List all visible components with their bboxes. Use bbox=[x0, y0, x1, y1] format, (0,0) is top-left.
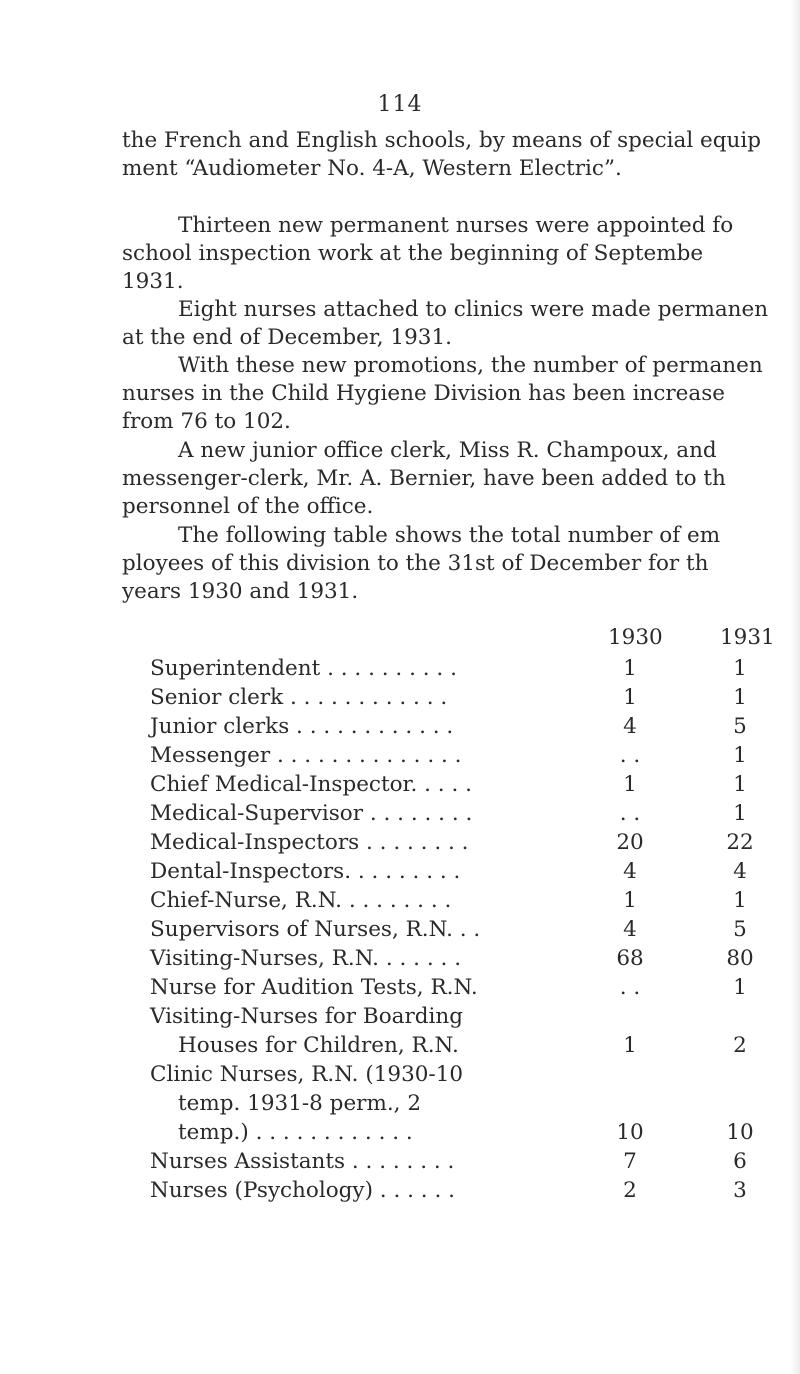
text-line: from 76 to 102. bbox=[122, 409, 291, 434]
paragraph-promotions bbox=[122, 352, 782, 436]
row-label: temp. 1931-8 perm., 2 bbox=[178, 1091, 422, 1116]
cell-1931: 4 bbox=[733, 859, 747, 884]
text-line: years 1930 and 1931. bbox=[122, 579, 359, 604]
text-line: Thirteen new permanent nurses were appointed fo bbox=[178, 213, 734, 238]
row-label: Nurses Assistants . . . . . . . . bbox=[150, 1149, 455, 1174]
row-label: Houses for Children, R.N. bbox=[178, 1033, 459, 1058]
text-line: Eight nurses attached to clinics were made permanen bbox=[178, 297, 769, 322]
cell-1930: 4 bbox=[623, 917, 637, 942]
cell-1930: 1 bbox=[623, 888, 637, 913]
row-label: Chief-Nurse, R.N. . . . . . . . . bbox=[150, 888, 452, 913]
cell-1931: 1 bbox=[733, 743, 747, 768]
row-label: Visiting-Nurses, R.N. . . . . . . bbox=[150, 946, 462, 971]
row-label: Senior clerk . . . . . . . . . . . . bbox=[150, 685, 448, 710]
row-label: Messenger . . . . . . . . . . . . . . bbox=[150, 743, 462, 768]
cell-1931: 10 bbox=[726, 1120, 754, 1145]
page-number: 114 bbox=[377, 92, 423, 117]
cell-1931: 1 bbox=[733, 801, 747, 826]
cell-1930: 2 bbox=[623, 1178, 637, 1203]
cell-1931: 3 bbox=[733, 1178, 747, 1203]
cell-1930: 1 bbox=[623, 656, 637, 681]
table-row bbox=[150, 886, 780, 915]
text-line: ment “Audiometer No. 4-A, Western Electric”. bbox=[122, 156, 622, 181]
row-label: Clinic Nurses, R.N. (1930-10 bbox=[150, 1062, 464, 1087]
text-line: messenger-clerk, Mr. A. Bernier, have been added to th bbox=[122, 466, 726, 491]
table-row bbox=[150, 1031, 780, 1060]
table-row bbox=[150, 1118, 780, 1147]
cell-1930: 4 bbox=[623, 859, 637, 884]
column-header-1931: 1931 bbox=[720, 625, 775, 650]
cell-1931: 6 bbox=[733, 1149, 747, 1174]
paragraph-new-nurses bbox=[122, 212, 782, 296]
cell-1930: 68 bbox=[616, 946, 644, 971]
table-row bbox=[150, 915, 780, 944]
text-line: The following table shows the total number of em bbox=[178, 523, 721, 548]
row-label: Nurse for Audition Tests, R.N. bbox=[150, 975, 478, 1000]
cell-1930: . . bbox=[619, 801, 641, 826]
paragraph-audiometer bbox=[122, 127, 782, 183]
table-row bbox=[150, 1147, 780, 1176]
row-label: Medical-Supervisor . . . . . . . . bbox=[150, 801, 473, 826]
text-line: at the end of December, 1931. bbox=[122, 325, 452, 350]
table-row bbox=[150, 944, 780, 973]
cell-1930: 20 bbox=[616, 830, 644, 855]
text-line: personnel of the office. bbox=[122, 494, 374, 519]
row-label: Nurses (Psychology) . . . . . . bbox=[150, 1178, 455, 1203]
cell-1930: 1 bbox=[623, 1033, 637, 1058]
paragraph-table-intro bbox=[122, 522, 782, 606]
table-header bbox=[150, 625, 780, 654]
row-label: Supervisors of Nurses, R.N. . . bbox=[150, 917, 481, 942]
cell-1931: 5 bbox=[733, 714, 747, 739]
table-row bbox=[150, 1176, 780, 1205]
table-row bbox=[150, 741, 780, 770]
row-label: Junior clerks . . . . . . . . . . . . bbox=[150, 714, 454, 739]
table-row bbox=[150, 828, 780, 857]
text-line: nurses in the Child Hygiene Division has been increase bbox=[122, 381, 725, 406]
row-label: Superintendent . . . . . . . . . . bbox=[150, 656, 457, 681]
row-label: Visiting-Nurses for Boarding bbox=[150, 1004, 463, 1029]
cell-1931: 80 bbox=[726, 946, 754, 971]
paragraph-office-clerks bbox=[122, 437, 782, 521]
employees-table bbox=[150, 625, 780, 1205]
text-line: With these new promotions, the number of permanen bbox=[178, 353, 763, 378]
table-row bbox=[150, 1002, 780, 1031]
page-edge-shadow bbox=[790, 0, 800, 1374]
text-line: the French and English schools, by means of special equip bbox=[122, 128, 762, 153]
cell-1930: 1 bbox=[623, 685, 637, 710]
cell-1931: 1 bbox=[733, 772, 747, 797]
cell-1931: 22 bbox=[726, 830, 754, 855]
table-body bbox=[150, 654, 780, 1205]
row-label: Dental-Inspectors. . . . . . . . . bbox=[150, 859, 461, 884]
row-label: temp.) . . . . . . . . . . . . bbox=[178, 1120, 413, 1145]
cell-1930: 10 bbox=[616, 1120, 644, 1145]
paragraph-clinic-nurses bbox=[122, 296, 782, 352]
cell-1930: 7 bbox=[623, 1149, 637, 1174]
text-line: A new junior office clerk, Miss R. Champoux, and bbox=[178, 438, 717, 463]
cell-1931: 1 bbox=[733, 975, 747, 1000]
table-row bbox=[150, 973, 780, 1002]
table-row bbox=[150, 683, 780, 712]
cell-1930: 1 bbox=[623, 772, 637, 797]
cell-1931: 1 bbox=[733, 685, 747, 710]
text-line: ployees of this division to the 31st of December for th bbox=[122, 551, 709, 576]
cell-1931: 1 bbox=[733, 656, 747, 681]
cell-1930: . . bbox=[619, 975, 641, 1000]
table-row bbox=[150, 1060, 780, 1089]
table-row bbox=[150, 1089, 780, 1118]
table-row bbox=[150, 857, 780, 886]
text-line: school inspection work at the beginning of Septembe bbox=[122, 241, 704, 266]
cell-1930: . . bbox=[619, 743, 641, 768]
table-row bbox=[150, 770, 780, 799]
row-label: Medical-Inspectors . . . . . . . . bbox=[150, 830, 469, 855]
cell-1931: 5 bbox=[733, 917, 747, 942]
table-row bbox=[150, 712, 780, 741]
text-line: 1931. bbox=[122, 269, 184, 294]
table-row bbox=[150, 654, 780, 683]
cell-1930: 4 bbox=[623, 714, 637, 739]
table-row bbox=[150, 799, 780, 828]
column-header-1930: 1930 bbox=[608, 625, 663, 650]
cell-1931: 2 bbox=[733, 1033, 747, 1058]
row-label: Chief Medical-Inspector. . . . . bbox=[150, 772, 472, 797]
cell-1931: 1 bbox=[733, 888, 747, 913]
